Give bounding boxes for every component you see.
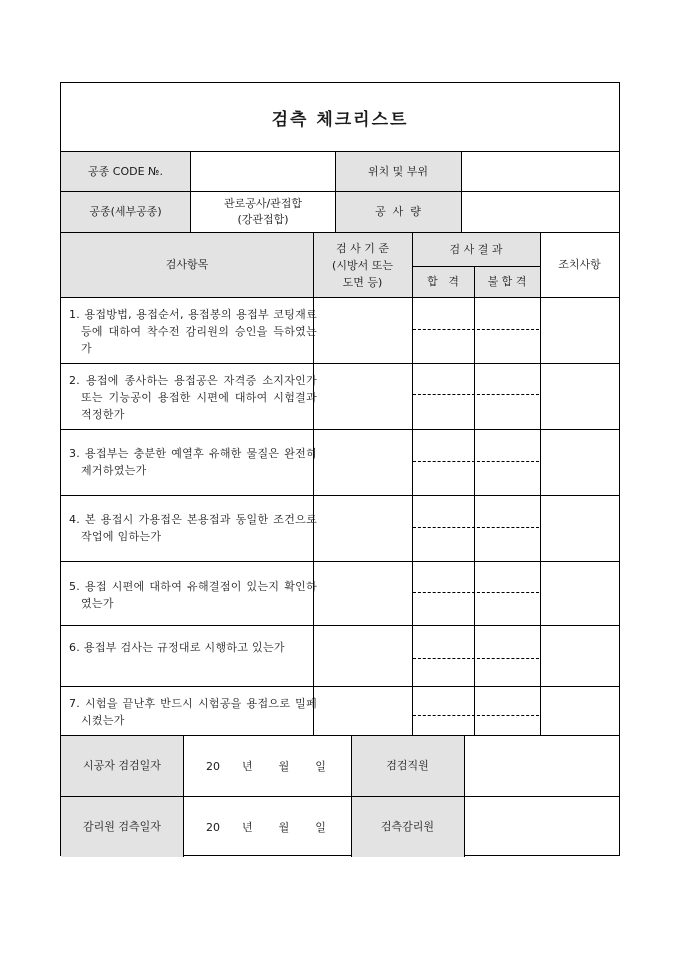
result-divider xyxy=(413,658,539,659)
result-header: 검 사 결 과 xyxy=(449,242,503,256)
supervisor-date[interactable] xyxy=(184,797,351,857)
inspector-label: 검검직원 xyxy=(386,759,429,772)
date-month-unit: 월 xyxy=(278,760,290,773)
standard-header xyxy=(313,233,412,297)
location-label: 위치 및 부위 xyxy=(367,164,429,178)
date-year-unit: 년 xyxy=(242,821,253,834)
inspector-field[interactable] xyxy=(465,736,619,796)
contractor-date[interactable] xyxy=(184,736,351,796)
date-year: 20 xyxy=(206,820,220,834)
standard-header-line2: (시방서 또는 xyxy=(332,258,393,272)
rule xyxy=(61,297,619,298)
quantity-field[interactable] xyxy=(462,192,619,232)
check-item-5: 5. 용접 시편에 대하여 유해결점이 있는지 확인하였는가 xyxy=(69,580,317,610)
supervisor-label: 검측감리원 xyxy=(380,820,435,833)
rule xyxy=(61,561,619,562)
document-title: 검측 체크리스트 xyxy=(271,109,409,130)
result-divider xyxy=(413,715,539,716)
result-divider xyxy=(413,592,539,593)
rule xyxy=(412,232,413,735)
check-item-1: 1. 용접방법, 용접순서, 용접봉의 용접부 코팅재료등에 대하여 착수전 감리원의 승인을 득하였는가 xyxy=(69,308,317,355)
standard-header-line3: 도면 등) xyxy=(342,275,383,289)
result-divider xyxy=(413,461,539,462)
check-item-4: 4. 본 용접시 가용접은 본용접과 동일한 조건으로 작업에 임하는가 xyxy=(69,513,317,543)
rule xyxy=(540,232,541,735)
check-item-7: 7. 시험을 끝난후 반드시 시험공을 용접으로 밀페시켰는가 xyxy=(69,697,317,727)
rule xyxy=(61,495,619,496)
rule xyxy=(474,266,475,735)
check-item-6: 6. 용접부 검사는 규정대로 시행하고 있는가 xyxy=(69,641,285,654)
check-item-2: 2. 용접에 종사하는 용접공은 자격증 소지자인가 또는 기능공이 용접한 시편에 대하여 시험결과 적정한가 xyxy=(69,374,317,421)
rule xyxy=(61,686,619,687)
date-year: 20 xyxy=(206,759,220,773)
date-year-unit: 년 xyxy=(242,760,253,773)
supervisor-date-label: 감리원 검측일자 xyxy=(83,820,161,833)
date-day-unit: 일 xyxy=(315,821,326,834)
fail-header: 불 합 격 xyxy=(487,275,527,288)
rule xyxy=(61,625,619,626)
work-type-value xyxy=(191,192,335,232)
date-month-unit: 월 xyxy=(278,821,290,834)
quantity-label: 공 사 량 xyxy=(375,205,421,218)
result-divider xyxy=(413,527,539,528)
supervisor-field[interactable] xyxy=(465,797,619,857)
location-field[interactable] xyxy=(462,152,619,191)
rule xyxy=(61,363,619,364)
pass-header: 합 격 xyxy=(427,275,459,288)
rule xyxy=(61,429,619,430)
contractor-date-label: 시공자 검검일자 xyxy=(83,759,161,772)
work-type-label: 공종(세부공종) xyxy=(89,205,162,218)
date-day-unit: 일 xyxy=(315,760,326,773)
standard-header-line1: 검 사 기 준 xyxy=(336,241,389,255)
check-item-3: 3. 용접부는 충분한 예열후 유해한 물질은 완전히 제거하였는가 xyxy=(69,447,317,477)
result-divider xyxy=(413,394,539,395)
action-header: 조치사항 xyxy=(558,258,601,271)
items-header: 검사항목 xyxy=(165,258,209,271)
work-code-field[interactable] xyxy=(191,152,335,191)
work-type-value-line2: (강관접합) xyxy=(237,213,289,226)
work-code-label: 공종 CODE №. xyxy=(88,164,163,178)
checklist-sheet xyxy=(60,82,620,856)
result-divider xyxy=(413,329,539,330)
work-type-value-line1: 관로공사/관접합 xyxy=(223,197,303,210)
